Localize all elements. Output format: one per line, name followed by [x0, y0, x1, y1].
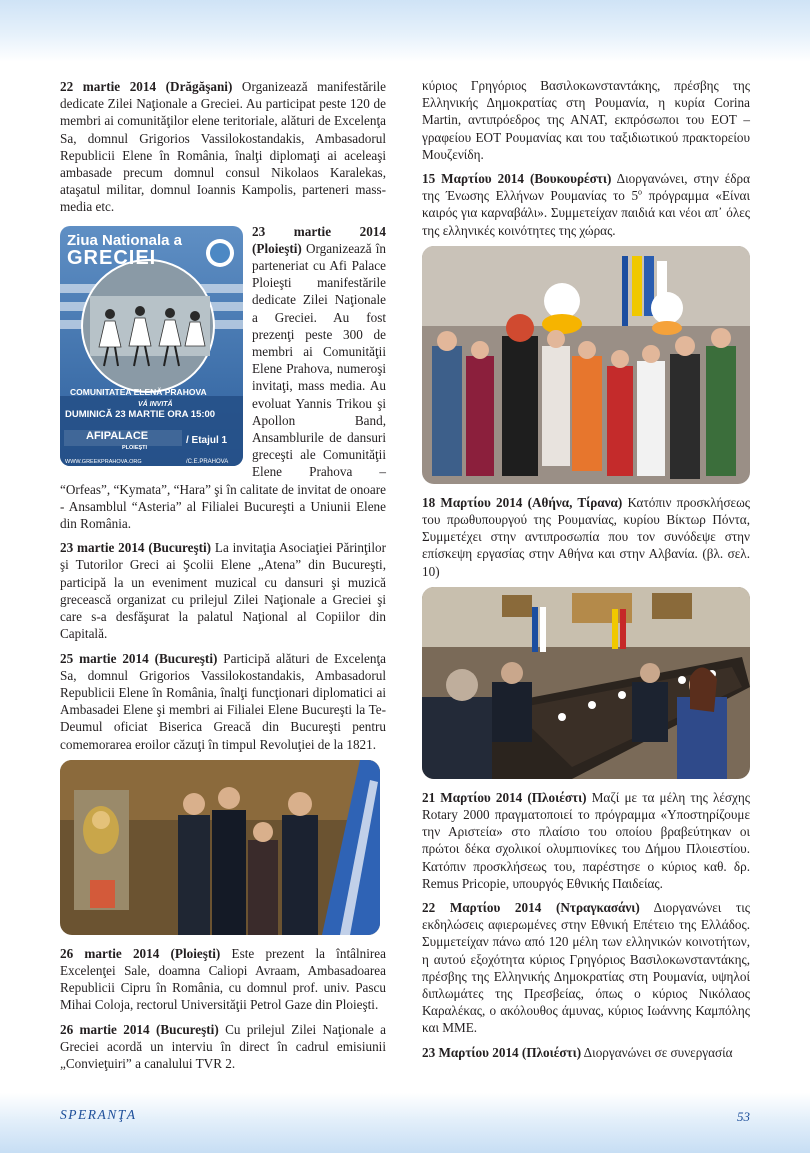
entry-date: 23 martie 2014 (Bucureşti): [60, 540, 212, 556]
page-number: 53: [737, 1109, 750, 1124]
event-poster: [60, 226, 243, 466]
entry-paragraph: [422, 789, 750, 892]
entry-date: 18 Μαρτίου 2014 (Αθήνα, Τίρανα): [422, 494, 623, 510]
meeting-photo: [422, 587, 750, 779]
entry-text: κύριος Γρηγόριος Βασιλοκωνσταντάκης, πρέσβης της Ελληνικής Δημοκρατίας στη Ρουμανία, η κυρία Corina Martin, αντιπρόεδρος της ΑΝΑΤ, εκπρόσωποι του ΕΟΤ – γραφείου ΕΟΤ Ρουμανίας και του ταξιδιωτικού πρακτορείου Μουζενίδη.: [422, 78, 750, 162]
poster-subtitle-invite: VĂ INVITĂ: [138, 400, 173, 408]
entry-paragraph: [422, 77, 750, 163]
entry-date: 15 Μαρτίου 2014 (Βουκουρέστι): [422, 171, 612, 187]
entry-date: 23 Μαρτίου 2014 (Πλοιέστι): [422, 1044, 582, 1060]
church-photo: [60, 760, 380, 935]
entry-date: 21 Μαρτίου 2014 (Πλοιέστι): [422, 789, 587, 805]
magazine-name: SPERANŢA: [60, 1107, 137, 1122]
entry-text: Participă alături de Excelenţa Sa, domnul Grigorios Vassilokostandakis, Ambasadorul Republicii Elene în România, înalţi funcţionari diplomatici ai Ambasadei Elene şi membri ai Filialei Elene Bucureşti la Te-Deumul oficiat Biserica Greacă din Bucureşti pentru comemorarea eroilor căzuţi în timpul Revoluţiei de la 1821.: [60, 650, 386, 752]
entry-text: Διοργανώνει σε συνεργασία: [581, 1044, 733, 1060]
entry-text: La invitaţia Asociaţiei Părinţilor şi Tutorilor Greci ai Şcolii Elene „Atena” din Bucureşti, participă la un eveniment muzical cu dansuri şi muzică grecească organizat cu prilejul Zilei Naţionale a Greciei şi care s-a desfăşurat la palatul Naţional al Copiilor din Capitală.: [60, 540, 386, 642]
entry-text: Este prezent la întâlnirea Excelenţei Sale, doamna Caliopi Avraam, Ambasadoarea Republicii Cipru în România, cu domnul prof. univ. Pascu Mihai Coloja, rectorul Universităţii Petrol Gaze din Ploieşti.: [60, 945, 386, 1013]
poster-subtitle-community: COMUNITATEA ELENĂ PRAHOVA: [70, 386, 207, 397]
entry-paragraph: [422, 170, 750, 239]
entry-date: 25 martie 2014 (Bucureşti): [60, 650, 218, 666]
footer-band: [0, 1093, 810, 1153]
poster-title-line1: Ziua Nationala a: [67, 231, 183, 249]
entry-paragraph: [422, 899, 750, 1037]
entry-text: πρόγραμμα «Είναι καιρός για καρναβάλι». Συμμετείχαν παιδιά και νέοι απ᾽ όλες της ελληνικές κοινότητες της χώρας.: [422, 188, 750, 238]
poster-title-line2: GRECIEI: [67, 246, 157, 269]
entry-date: 26 martie 2014 (Bucureşti): [60, 1021, 219, 1037]
right-column: [422, 77, 750, 1068]
entry-text: Μαζί με τα μέλη της λέσχης Rotary 2000 πραγματοποιεί το πρόγραμμα «Υποστηρίζουμε την Αριστεία» στο πλαίσιο του οποίου βραβεύτηκαν οι πρώτοι δέκα σχολικοί ολυμπιονίκες του Δήμου Πλοιεστίου. Κατόπιν προσκλήσεως του, παρέστησε ο κύριος καθ. δρ. Remus Pricopie, υπουργός Εθνικής Παιδείας.: [422, 789, 750, 891]
entry-paragraph: [60, 78, 386, 216]
entry-paragraph: [60, 1021, 386, 1073]
poster-floor: / Etajul 1: [186, 434, 228, 446]
entry-date: 23 martie 2014 (Ploieşti): [252, 223, 386, 256]
entry-paragraph: [60, 539, 386, 642]
carnival-photo-graphic: [422, 246, 750, 484]
poster-facebook: /C.E.PRAHOVA: [186, 458, 229, 465]
ordinal-superscript: ο: [638, 187, 643, 197]
entry-text: Κατόπιν προσκλήσεως του πρωθυπουργού της Ρουμανίας, κυρίου Βίκτωρ Πόντα, Συμμετέχει στην αντιπροσωπία που τον συνόδεψε στην επίσκεψη εργασίας στην Αθήνα και στην Αλβανία. (βλ. σελ. 10): [422, 494, 750, 579]
poster-date: DUMINICĂ 23 MARTIE ORA 15:00: [65, 408, 216, 420]
entry-text: Διοργανώνει, στην έδρα της Ένωσης Ελλήνων Ρουμανίας το 5: [422, 171, 750, 204]
entry-paragraph: [422, 494, 750, 580]
entry-text: Διοργανώνει τις εκδηλώσεις αφιερωμένες στην Εθνική Επέτειο της Ελλάδος. Συμμετείχαν πάνω από 120 μέλη των ελληνικών κοινοτήτων, η αυτού εξοχότητα κύριος Γρηγόριος Βασιλοκωνσταντάκης, πρέσβης της Ελληνικής Δημοκρατίας στη Ρουμανία, υψηλοί διπλωμάτες της Πρεσβείας, όπως ο κύριος Νικόλαος Καραλέκας, ο ακόλουθος άμυνας, κύριος Ιωάννης Καμπόλης και ΜΜΕ.: [422, 900, 750, 1036]
meeting-photo-graphic: [422, 587, 750, 779]
entry-paragraph: [422, 1044, 750, 1061]
left-column: [60, 78, 386, 1079]
entry-text: Organizează în parteneriat cu Afi Palace Ploieşti manifestările dedicate Zilei Naţionale a Greciei. Au fost prezenţi peste 300 de membri ai Comunităţii Elene Prahova, numeroşi invitaţi, mass media. Au evoluat Yannis Trikou şi Apollon Band, Ansamblurile de dansuri greceşti ale Comunităţii Elene Prahova – “Orfeas”, “Kymata”, “Hara” şi în calitate de invitat de onoare - Ansamblul “Asteria” al Filialei Bucureşti a Uniunii Elene din România.: [60, 240, 386, 532]
entry-date: 22 martie 2014 (Drăgăşani): [60, 79, 233, 94]
entry-date: 22 Μαρτίου 2014 (Ντραγκασάνι): [422, 900, 640, 916]
entry-paragraph: [60, 945, 386, 1014]
entry-text: Cu prilejul Zilei Naţionale a Greciei acordă un interviu în direct în cadrul emisiunii „Convieţuiri” a canalului TVR 2.: [60, 1021, 386, 1071]
church-photo-graphic: [60, 760, 380, 935]
entry-text: Organizează manifestările dedicate Zilei Naţionale a Greciei. Au participat peste 120 de membri ai comunităţilor elene teritoriale, alături de Excelenţa Sa, domnul Grigorios Vassilokostandakis, Ambasadorul Republicii Elene în România, înalţi diplomaţi ai aceleaşi ambasade precum domnul consul Nikolaos Karalekas, ataşatul militar, domnul Ioannis Kampolis, parteneri mass-media etc.: [60, 79, 387, 215]
header-band: [0, 0, 810, 62]
carnival-photo: [422, 246, 750, 484]
poster-venue-city: PLOIEŞTI: [122, 444, 148, 451]
entry-paragraph: [60, 650, 386, 753]
poster-website: WWW.GREEKPRAHOVA.ORG: [65, 458, 142, 465]
entry-date: 26 martie 2014 (Ploieşti): [60, 945, 221, 961]
poster-venue: AFIPALACE: [86, 429, 149, 442]
